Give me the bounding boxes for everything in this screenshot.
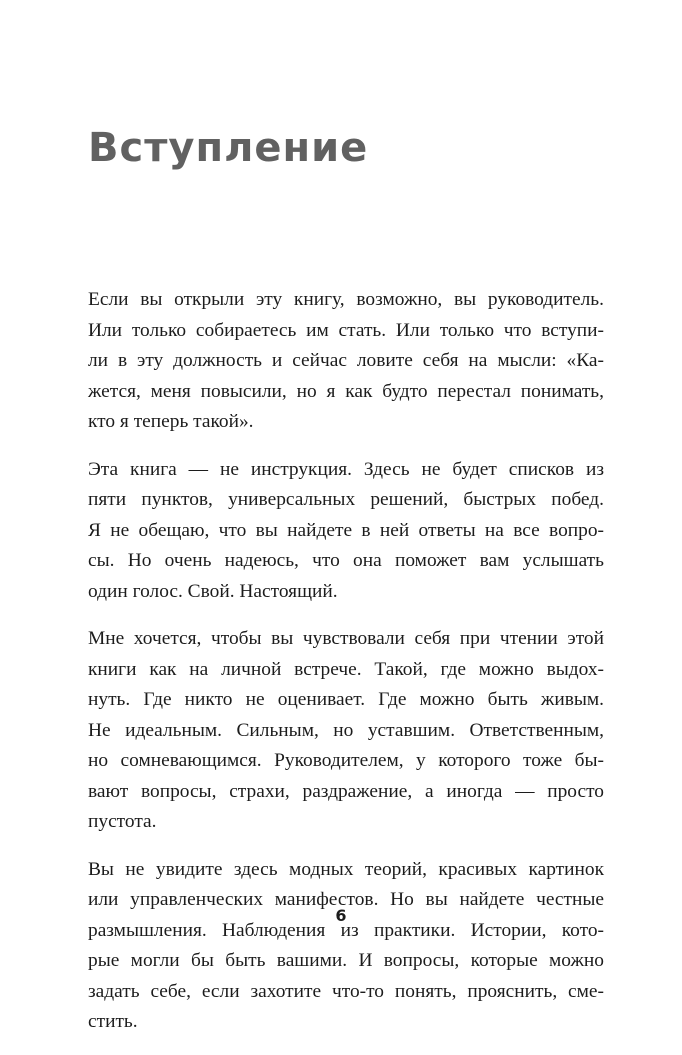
text-line: Или только собираетесь им стать. Или только что вступи- <box>88 319 604 341</box>
text-line: Вы не увидите здесь модных теорий, красивых картинок <box>88 858 604 880</box>
text-line: пяти пунктов, универсальных решений, быстрых побед. <box>88 489 604 510</box>
text-line: Мне хочется, чтобы вы чувствовали себя при чтении этой <box>88 628 604 649</box>
text-line: стить. <box>88 1011 138 1032</box>
paragraph-1 <box>88 285 604 438</box>
text-line: нуть. Где никто не оценивает. Где можно быть живым. <box>88 689 604 710</box>
paragraph-2 <box>88 455 604 608</box>
body-text <box>88 285 604 1055</box>
text-line: но сомневающимся. Руководителем, у которого тоже бы- <box>88 750 604 771</box>
page-number: 6 <box>335 906 347 925</box>
text-line: жется, меня повысили, но я как будто перестал понимать, <box>88 380 604 402</box>
text-line: один голос. Свой. Настоящий. <box>88 580 338 602</box>
text-line: Не идеальным. Сильным, но уставшим. Ответственным, <box>88 719 604 741</box>
text-line: или управленческих манифестов. Но вы найдете честные <box>88 889 604 910</box>
text-line: вают вопросы, страхи, раздражение, а иногда — просто <box>88 780 604 802</box>
text-line: книги как на личной встрече. Такой, где можно выдох- <box>88 658 604 680</box>
text-line: кто я теперь такой». <box>88 411 254 432</box>
text-line: Если вы открыли эту книгу, возможно, вы руководитель. <box>88 289 604 310</box>
text-line: ли в эту должность и сейчас ловите себя на мысли: «Ка- <box>88 350 604 371</box>
paragraph-3 <box>88 624 604 838</box>
chapter-title: Вступление <box>88 125 369 171</box>
text-line: размышления. Наблюдения из практики. Истории, кото- <box>88 919 604 941</box>
text-line: рые могли бы быть вашими. И вопросы, которые можно <box>88 950 604 971</box>
text-line: Я не обещаю, что вы найдете в ней ответы на все вопро- <box>88 519 604 541</box>
text-line: сы. Но очень надеюсь, что она поможет вам услышать <box>88 550 604 571</box>
text-line: задать себе, если захотите что-то понять, прояснить, сме- <box>88 980 604 1002</box>
text-line: пустота. <box>88 811 157 832</box>
text-line: Эта книга — не инструкция. Здесь не будет списков из <box>88 458 604 480</box>
paragraph-4 <box>88 855 604 1038</box>
